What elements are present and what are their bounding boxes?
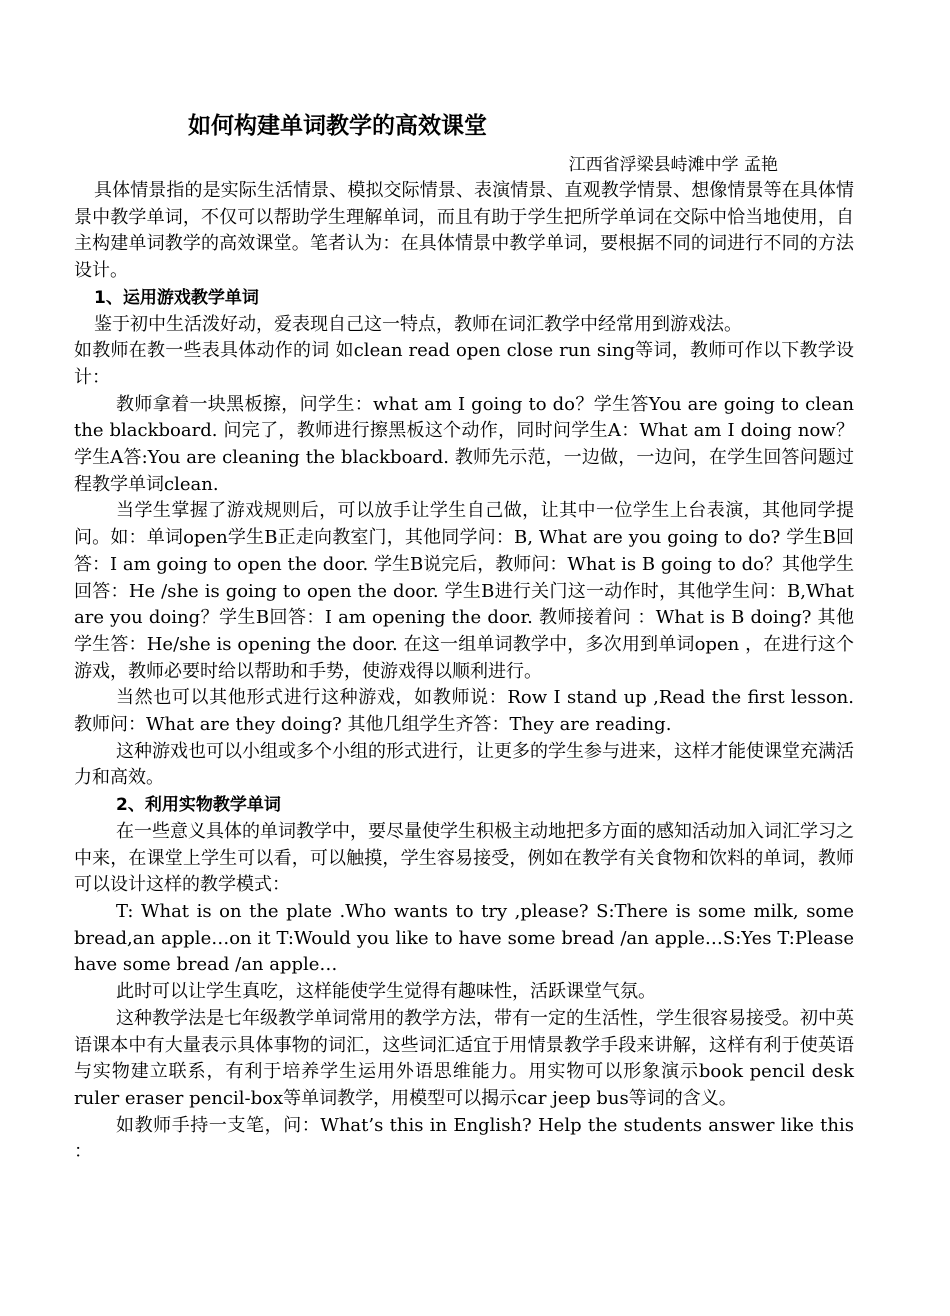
section1-paragraph-1: 鉴于初中生活泼好动，爱表现自己这一特点，教师在词汇教学中经常用到游戏法。: [94, 313, 742, 335]
document-title: 如何构建单词教学的高效课堂: [188, 113, 487, 139]
intro-paragraph: 具体情景指的是实际生活情景、模拟交际情景、表演情景、直观教学情景、想像情景等在具体情景中教学单词，不仅可以帮助学生理解单词，而且有助于学生把所学单词在交际中恰当地使用，自主构建单词教学的高效课堂。笔者认为：在具体情景中教学单词，要根据不同的词进行不同的方法设计。: [74, 180, 854, 282]
section2-paragraph-5: 如教师手持一支笔，问：What’s this in English? Help the students answer like this ：: [74, 1114, 854, 1163]
section2-paragraph-2: T: What is on the plate .Who wants to try ,please? S:There is some milk, some bread,an apple…on it T:Would you like to have some bread /an apple…S:Yes T:Please have some bread /an apple…: [74, 900, 854, 976]
document-page: [74, 110, 854, 1166]
section2-paragraph-3: 此时可以让学生真吃，这样能使学生觉得有趣味性，活跃课堂气氛。: [116, 981, 656, 1003]
section1-paragraph-4: 当然也可以其他形式进行这种游戏，如教师说：Row I stand up ,Read the first lesson. 教师问：What are they doing? 其他几组学生齐答：They are reading.: [74, 687, 854, 736]
section2-paragraph-1: 在一些意义具体的单词教学中，要尽量使学生积极主动地把多方面的感知活动加入词汇学习之中来，在课堂上学生可以看，可以触摸，学生容易接受，例如在教学有关食物和饮料的单词，教师可以设计这样的教学模式：: [74, 820, 854, 896]
section2-paragraph-4: 这种教学法是七年级教学单词常用的教学方法，带有一定的生活性，学生很容易接受。初中英语课本中有大量表示具体事物的词汇，这些词汇适宜于用情景教学手段来讲解，这样有利于使英语与实物建立联系，有利于培养学生运用外语思维能力。用实物可以形象演示book pencil desk ruler eraser pencil-box等单词教学，用模型可以揭示car jeep bus等词的含义。: [74, 1007, 854, 1109]
section1-paragraph-3: 当学生掌握了游戏规则后，可以放手让学生自己做，让其中一位学生上台表演，其他同学提问。如：单词open学生B正走向教室门，其他同学问：B, What are you going to do? 学生B回答：I am going to open the door. 学生B说完后，教师问：What is B going to do？其他学生回答：He /she is going to open the door. 学生B进行关门这一动作时，其他学生问：B,What are you doing？学生B回答：I am opening the door. 教师接着问 ：What is B doing? 其他学生答：He/she is opening the door. 在这一组单词教学中，多次用到单词open ，在进行这个游戏，教师必要时给以帮助和手势，使游戏得以顺利进行。: [74, 500, 854, 682]
author-line: 江西省浮梁县峙滩中学 孟艳: [568, 155, 778, 175]
section1-paragraph-5: 这种游戏也可以小组或多个小组的形式进行，让更多的学生参与进来，这样才能使课堂充满活力和高效。: [74, 740, 854, 789]
section1-heading: 1、运用游戏教学单词: [94, 287, 259, 308]
section2-heading: 2、利用实物教学单词: [116, 795, 281, 816]
section1-paragraph-2: 教师拿着一块黑板擦，问学生：what am I going to do？学生答You are going to clean the blackboard. 问完了，教师进行擦黑板这个动作，同时问学生A：What am I doing now？学生A答:You are cleaning the blackboard. 教师先示范，一边做，一边问，在学生回答问题过程教学单词clean.: [74, 393, 854, 495]
section1-paragraph-1b: 如教师在教一些表具体动作的词 如clean read open close run sing等词，教师可作以下教学设计：: [74, 340, 854, 388]
